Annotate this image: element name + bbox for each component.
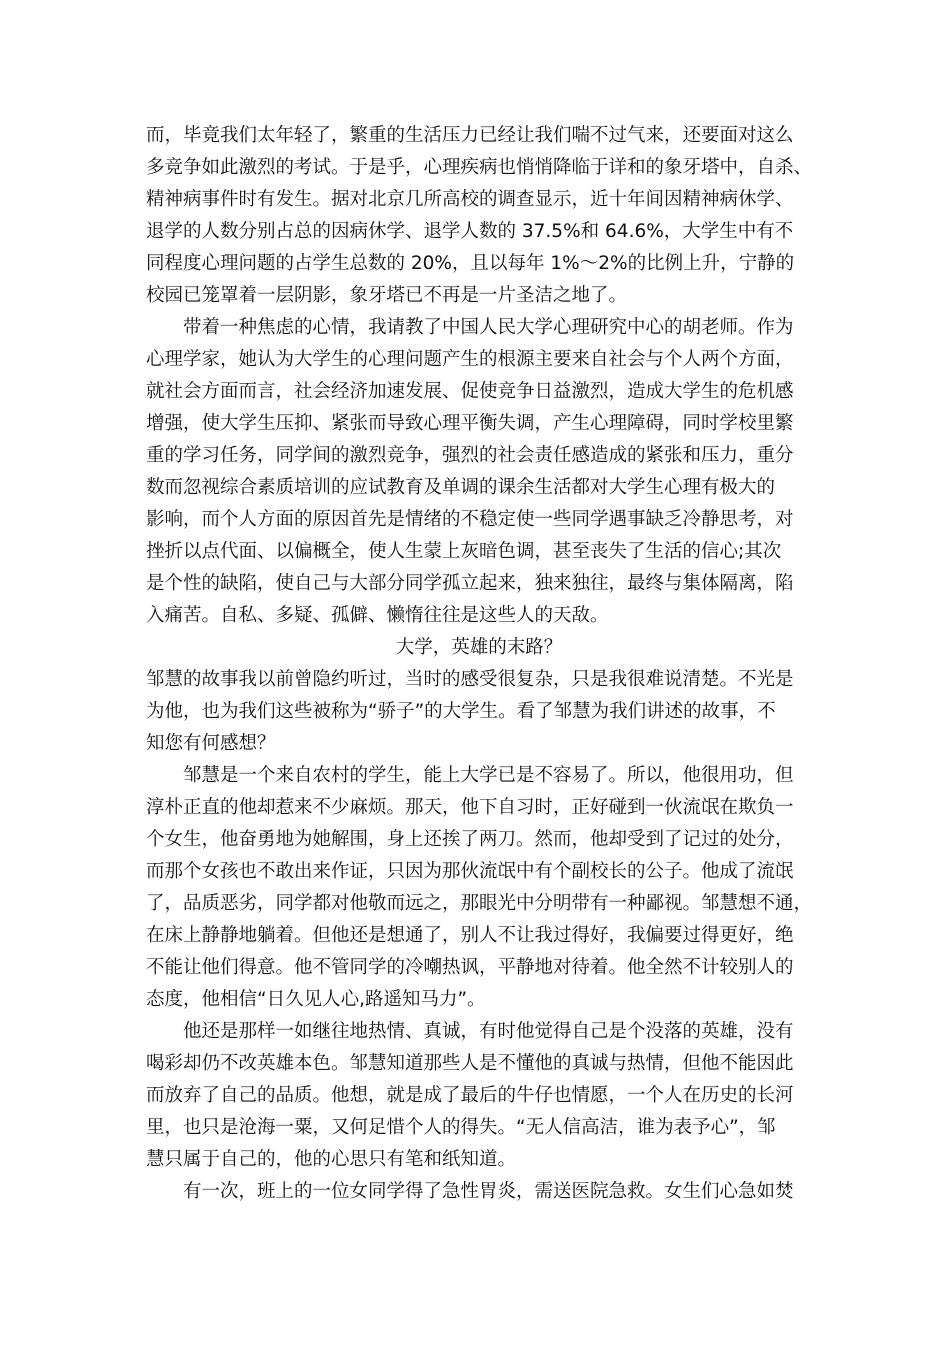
- paragraph: [146, 1016, 812, 1176]
- text-line: 多竞争如此激烈的考试。于是乎，心理疾病也悄悄降临于详和的象牙塔中，自杀、: [146, 157, 813, 178]
- article-body: [146, 120, 812, 1208]
- text-line: 慧只属于自己的，他的心思只有笔和纸知道。: [146, 1149, 517, 1170]
- text-line: 挫折以点代面、以偏概全，使人生蒙上灰暗色调，甚至丧失了生活的信心;其次: [146, 541, 782, 562]
- text-line: 同程度心理问题的占学生总数的 20%，且以每年 1%～2%的比例上升，宁静的: [146, 253, 795, 274]
- text-line: 在床上静静地躺着。但他还是想通了，别人不让我过得好，我偏要过得更好，绝: [146, 925, 794, 946]
- heading-text: 大学，英雄的末路？: [395, 637, 563, 658]
- text-line: 增强，使大学生压抑、紧张而导致心理平衡失调，产生心理障碍，同时学校里繁: [146, 413, 794, 434]
- text-line: 入痛苦。自私、多疑、孤僻、懒惰往往是这些人的天敌。: [146, 605, 609, 626]
- text-line: 而，毕竟我们太年轻了，繁重的生活压力已经让我们喘不过气来，还要面对这么: [146, 125, 794, 146]
- text-line: 校园已笼罩着一层阴影，象牙塔已不再是一片圣洁之地了。: [146, 285, 628, 306]
- text-line: 而放弃了自己的品质。他想，就是成了最后的牛仔也情愿，一个人在历史的长河: [146, 1085, 794, 1106]
- text-line: 里，也只是沧海一粟，又何足惜个人的得失。“无人信高洁，谁为表予心”，邹: [146, 1117, 776, 1138]
- text-line: 有一次，班上的一位女同学得了急性胃炎，需送医院急救。女生们心急如焚: [183, 1181, 794, 1202]
- paragraph: [146, 120, 812, 312]
- text-line: 为他，也为我们这些被称为“骄子”的大学生。看了邹慧为我们讲述的故事，不: [146, 701, 776, 722]
- text-line: 不能让他们得意。他不管同学的冷嘲热讽，平静地对待着。他全然不计较别人的: [146, 957, 794, 978]
- text-line: 态度，他相信“日久见人心,路遥知马力”。: [146, 989, 486, 1010]
- paragraph: [146, 760, 812, 1016]
- text-line: 重的学习任务，同学间的激烈竞争，强烈的社会责任感造成的紧张和压力，重分: [146, 445, 794, 466]
- text-line: 邹慧的故事我以前曾隐约听过，当时的感受很复杂，只是我很难说清楚。不光是: [146, 669, 794, 690]
- text-line: 心理学家，她认为大学生的心理问题产生的根源主要来自社会与个人两个方面，: [146, 349, 794, 370]
- text-line: 知您有何感想？: [146, 733, 276, 754]
- text-line: 喝彩却仍不改英雄本色。邹慧知道那些人是不懂他的真诚与热情，但他不能因此: [146, 1053, 794, 1074]
- text-line: 影响，而个人方面的原因首先是情绪的不稳定使一些同学遇事缺乏冷静思考，对: [146, 509, 794, 530]
- text-line: 数而忽视综合素质培训的应试教育及单调的课余生活都对大学生心理有极大的: [146, 477, 776, 498]
- text-line: 邹慧是一个来自农村的学生，能上大学已是不容易了。所以，他很用功，但: [183, 765, 794, 786]
- text-line: 带着一种焦虑的心情，我请教了中国人民大学心理研究中心的胡老师。作为: [183, 317, 794, 338]
- paragraph: [146, 312, 812, 632]
- text-line: 精神病事件时有发生。据对北京几所高校的调查显示，近十年间因精神病休学、: [146, 189, 794, 210]
- paragraph: [146, 1176, 812, 1208]
- text-line: 就社会方面而言，社会经济加速发展、促使竞争日益激烈，造成大学生的危机感: [146, 381, 794, 402]
- paragraph: [146, 664, 812, 760]
- text-line: 而那个女孩也不敢出来作证，只因为那伙流氓中有个副校长的公子。他成了流氓: [146, 861, 794, 882]
- text-line: 了，品质恶劣，同学都对他敬而远之，那眼光中分明带有一种鄙视。邹慧想不通，: [146, 893, 813, 914]
- text-line: 个女生，他奋勇地为她解围，身上还挨了两刀。然而，他却受到了记过的处分，: [146, 829, 794, 850]
- section-heading: [146, 632, 812, 664]
- text-line: 淳朴正直的他却惹来不少麻烦。那天，他下自习时，正好碰到一伙流氓在欺负一: [146, 797, 794, 818]
- text-line: 是个性的缺陷，使自己与大部分同学孤立起来，独来独往，最终与集体隔离，陷: [146, 573, 794, 594]
- text-line: 退学的人数分别占总的因病休学、退学人数的 37.5%和 64.6%，大学生中有不: [146, 221, 794, 242]
- text-line: 他还是那样一如继往地热情、真诚，有时他觉得自己是个没落的英雄，没有: [183, 1021, 794, 1042]
